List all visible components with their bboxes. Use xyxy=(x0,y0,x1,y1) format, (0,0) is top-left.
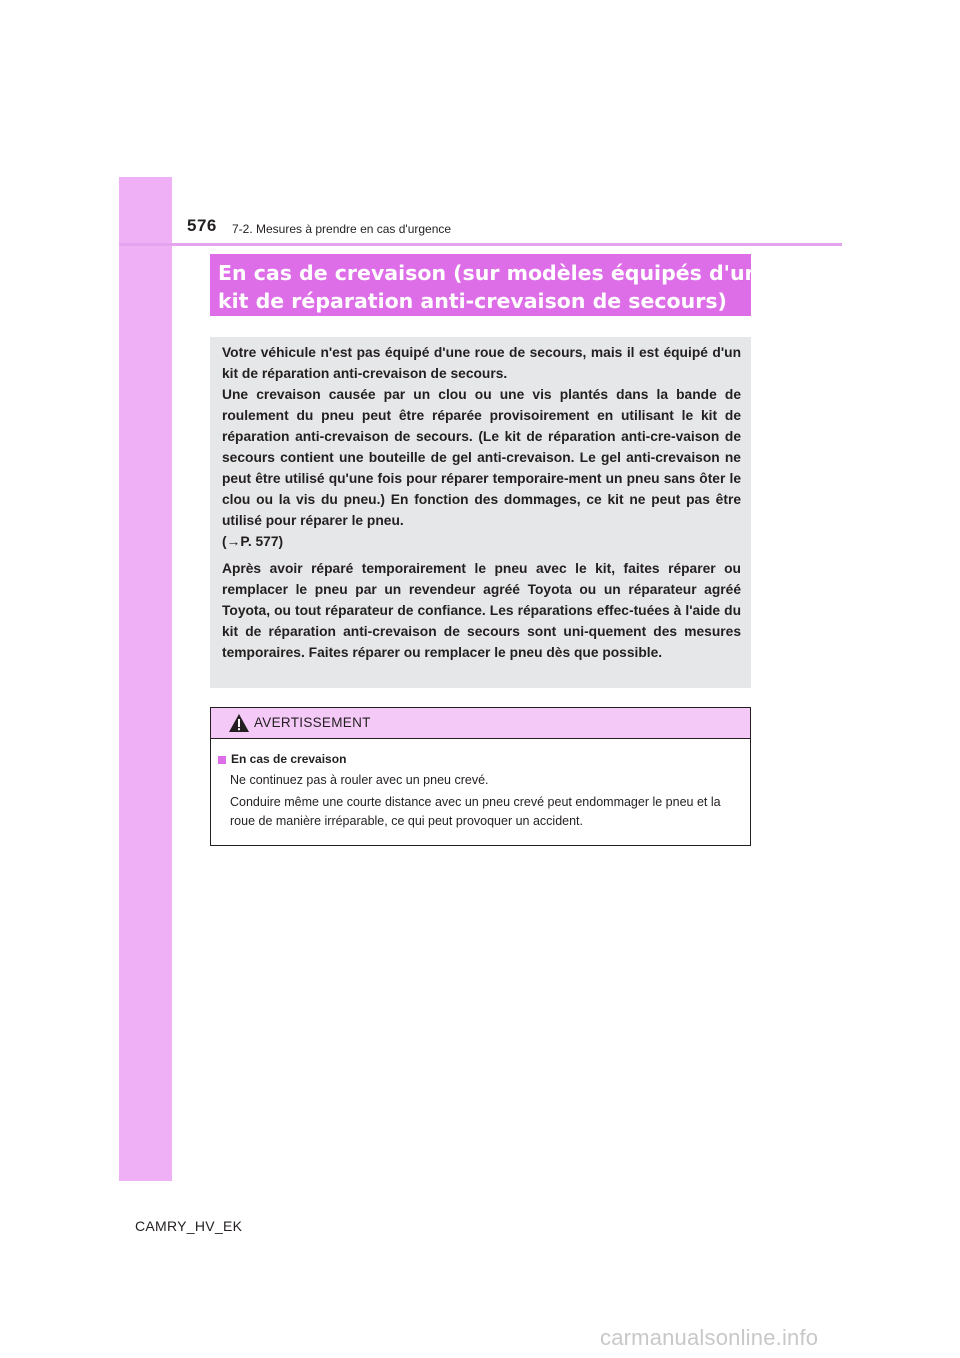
breadcrumb: 7-2. Mesures à prendre en cas d'urgence xyxy=(232,222,452,236)
section-title-line-1: En cas de crevaison (sur modèles équipés d'un xyxy=(218,261,760,285)
square-bullet-icon xyxy=(218,756,226,764)
model-code: CAMRY_HV_EK xyxy=(135,1218,243,1234)
warning-box xyxy=(210,707,751,846)
section-title-line-2: kit de réparation anti-crevaison de secours) xyxy=(218,289,727,313)
warning-line-2: Conduire même une courte distance avec un pneu crevé peut endommager le pneu et la roue de manière irréparable, ce qui peut provoquer un accident. xyxy=(230,795,721,828)
watermark: carmanualsonline.info xyxy=(600,1325,819,1350)
warning-title: AVERTISSEMENT xyxy=(254,715,371,730)
page-reference-link[interactable]: (→P. 577) xyxy=(222,534,284,549)
warning-triangle-icon xyxy=(228,713,250,733)
page-number: 576 xyxy=(187,216,217,235)
chapter-sidebar-tab xyxy=(119,177,172,1181)
warning-subheading-text: En cas de crevaison xyxy=(231,752,347,766)
header-divider xyxy=(119,243,842,246)
info-box xyxy=(210,337,751,688)
info-paragraph-2: Une crevaison causée par un clou ou une vis plantés dans la bande de roulement du pneu peut être réparée provisoirement en utilisant le kit de réparation anti-crevaison de secours. (Le kit de réparation anti-cre-vaison de secours contient une bouteille de gel anti-crevaison. Le gel anti-crevaison ne peut être utilisé qu'une fois pour réparer temporaire-ment un pneu sans ôter le clou ou la vis du pneu.) En fonction des dommages, ce kit ne peut pas être utilisé pour réparer le pneu. xyxy=(222,387,741,528)
warning-line-1: Ne continuez pas à rouler avec un pneu crevé. xyxy=(230,773,489,787)
info-paragraph-3: Après avoir réparé temporairement le pneu avec le kit, faites réparer ou remplacer le pneu par un revendeur agréé Toyota ou un réparateur agréé Toyota, ou tout réparateur de confiance. Les réparations effec-tuées à l'aide du kit de réparation anti-crevaison de secours sont uni-quement des mesures temporaires. Faites réparer ou remplacer le pneu dès que possible. xyxy=(222,561,741,660)
warning-subheading xyxy=(218,751,740,768)
section-title xyxy=(210,254,760,316)
warning-body xyxy=(211,739,750,831)
warning-header xyxy=(211,708,750,739)
info-paragraph-1: Votre véhicule n'est pas équipé d'une roue de secours, mais il est équipé d'un kit de réparation anti-crevaison de secours. xyxy=(222,345,741,381)
